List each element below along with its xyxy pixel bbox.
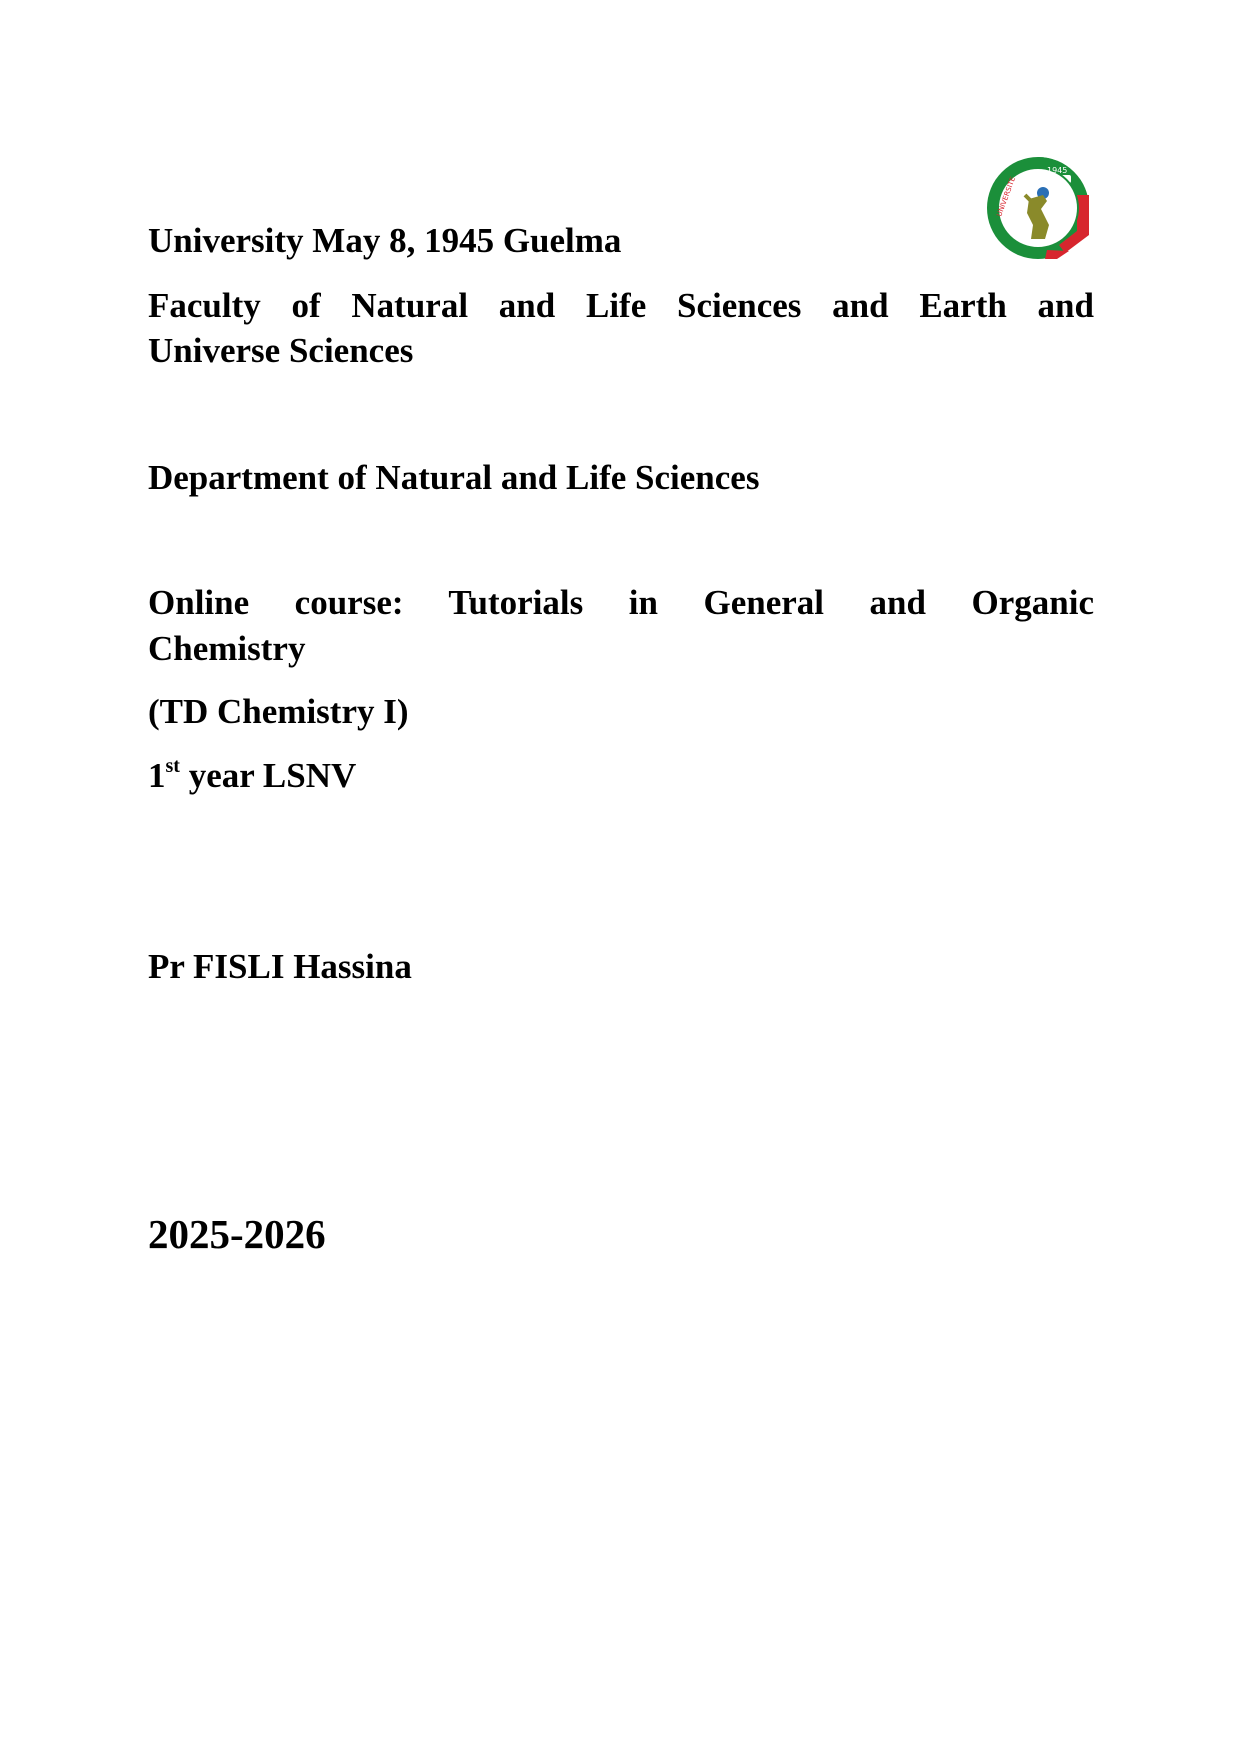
svg-text:UNIVERSITE: UNIVERSITE <box>995 175 1018 218</box>
faculty-name-line2: Universe Sciences <box>148 331 414 370</box>
university-name: University May 8, 1945 Guelma <box>148 221 622 260</box>
svg-text:1945: 1945 <box>1047 166 1068 175</box>
level-suffix: st <box>165 755 180 778</box>
course-title-line2: Chemistry <box>148 629 306 668</box>
course-code: (TD Chemistry I) <box>148 692 409 731</box>
course-level <box>148 753 1094 799</box>
department-name: Department of Natural and Life Sciences <box>148 458 760 497</box>
academic-year: 2025-2026 <box>148 1211 326 1257</box>
author-name: Pr FISLI Hassina <box>148 947 412 986</box>
faculty-name-line1: Faculty of Natural and Life Sciences and Earth and <box>148 286 1094 325</box>
level-number: 1 <box>148 756 166 795</box>
course-title-line1: Online course: Tutorials in General and Organic <box>148 583 1094 622</box>
level-text: year LSNV <box>179 756 357 795</box>
